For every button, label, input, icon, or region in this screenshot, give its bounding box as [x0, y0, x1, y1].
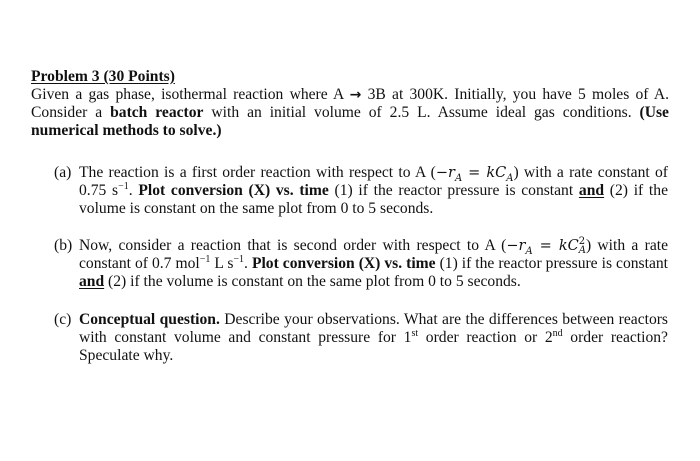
numerical-methods-note: (Use numerical methods to solve.) [31, 104, 669, 139]
part-b-rate-law: $-r_A$ = kC 2 A [506, 236, 586, 257]
part-b-text-5: (1) if the reactor pressure is constant [435, 255, 668, 272]
part-c-label: (c) [54, 311, 72, 328]
part-a-label: (a) [54, 164, 72, 181]
problem-statement [31, 68, 669, 140]
part-a-text-1: The reaction is a first order reaction with respect to A ( [79, 164, 436, 181]
part-b-s-sup: −1 [233, 253, 245, 265]
part-b-mol-sup: −1 [199, 253, 211, 265]
part-b-and: and [79, 273, 105, 290]
part-a [54, 164, 668, 218]
problem-title: Problem 3 (30 Points) [31, 68, 175, 85]
part-a-and: and [578, 182, 605, 199]
part-b-text-6: (2) if the volume is constant on the same plot from 0 to 5 seconds. [104, 273, 521, 290]
part-a-rate-law: $-r_A = kC_A$ [435, 165, 514, 184]
part-c-text-1: Describe your observations. What are the differences between reactors with constant volume and constant pressure for 1 [79, 311, 668, 346]
part-c-conceptual: Conceptual question. [79, 311, 220, 328]
part-c-second-sup: nd [552, 327, 563, 339]
part-b-plot-label: Plot conversion (X) vs. time [251, 255, 436, 272]
problem-intro [31, 86, 669, 139]
part-b-body: Now, consider a reaction that is second order with respect to A ($-r_A$ = kC 2 A ) with a rate constant of 0.7 mol$^{-1}$ L $s^{-1}$. Plot conversion (X) vs. time (1) if the reactor pressure is constant and (2) if the volume is constant on the same plot from 0 to 5 seconds. [79, 236, 669, 290]
part-c [54, 311, 668, 365]
intro-text-3: with an initial volume of 2.5 L. Assume ideal gas conditions. [203, 104, 640, 121]
part-a-text-5: (2) if the volume is constant on the same plot from 0 to 5 seconds. [79, 182, 668, 217]
part-c-text-2: order reaction or 2 [418, 329, 553, 346]
part-c-text-3: order reaction? Speculate why. [79, 329, 668, 364]
part-b-text-1: Now, consider a reaction that is second order with respect to A ( [79, 237, 507, 254]
part-a-plot-label: Plot conversion (X) vs. time [138, 182, 329, 199]
part-a-unit-sup: −1 [118, 180, 129, 192]
part-a-body: The reaction is a first order reaction with respect to A $(-r_A = kC_A)$ with a rate constant of 0.75 $s^{-1}$. Plot conversion (X) vs. time (1) if the reactor pressure is constant and (2) if the volume is constant on the same plot from 0 to 5 seconds. [79, 164, 669, 217]
part-a-text-2: ) with a rate constant of 0.75 s [79, 164, 669, 199]
part-b-label: (b) [54, 237, 73, 254]
intro-text-2: 3B at 300K. Initially, you have 5 moles of A. Consider a [31, 86, 669, 121]
part-c-body [54, 311, 668, 365]
part-b-text-2: ) with a rate constant of 0.7 mol [79, 237, 669, 272]
part-a-text-4: (1) if the reactor pressure is constant [328, 182, 579, 199]
intro-text-1: Given a gas phase, isothermal reaction where A [31, 86, 350, 103]
reaction-arrow-icon: → [349, 87, 362, 103]
part-c-first-sup: st [411, 327, 419, 339]
batch-reactor-term: batch reactor [110, 104, 204, 121]
part-b [54, 237, 668, 291]
